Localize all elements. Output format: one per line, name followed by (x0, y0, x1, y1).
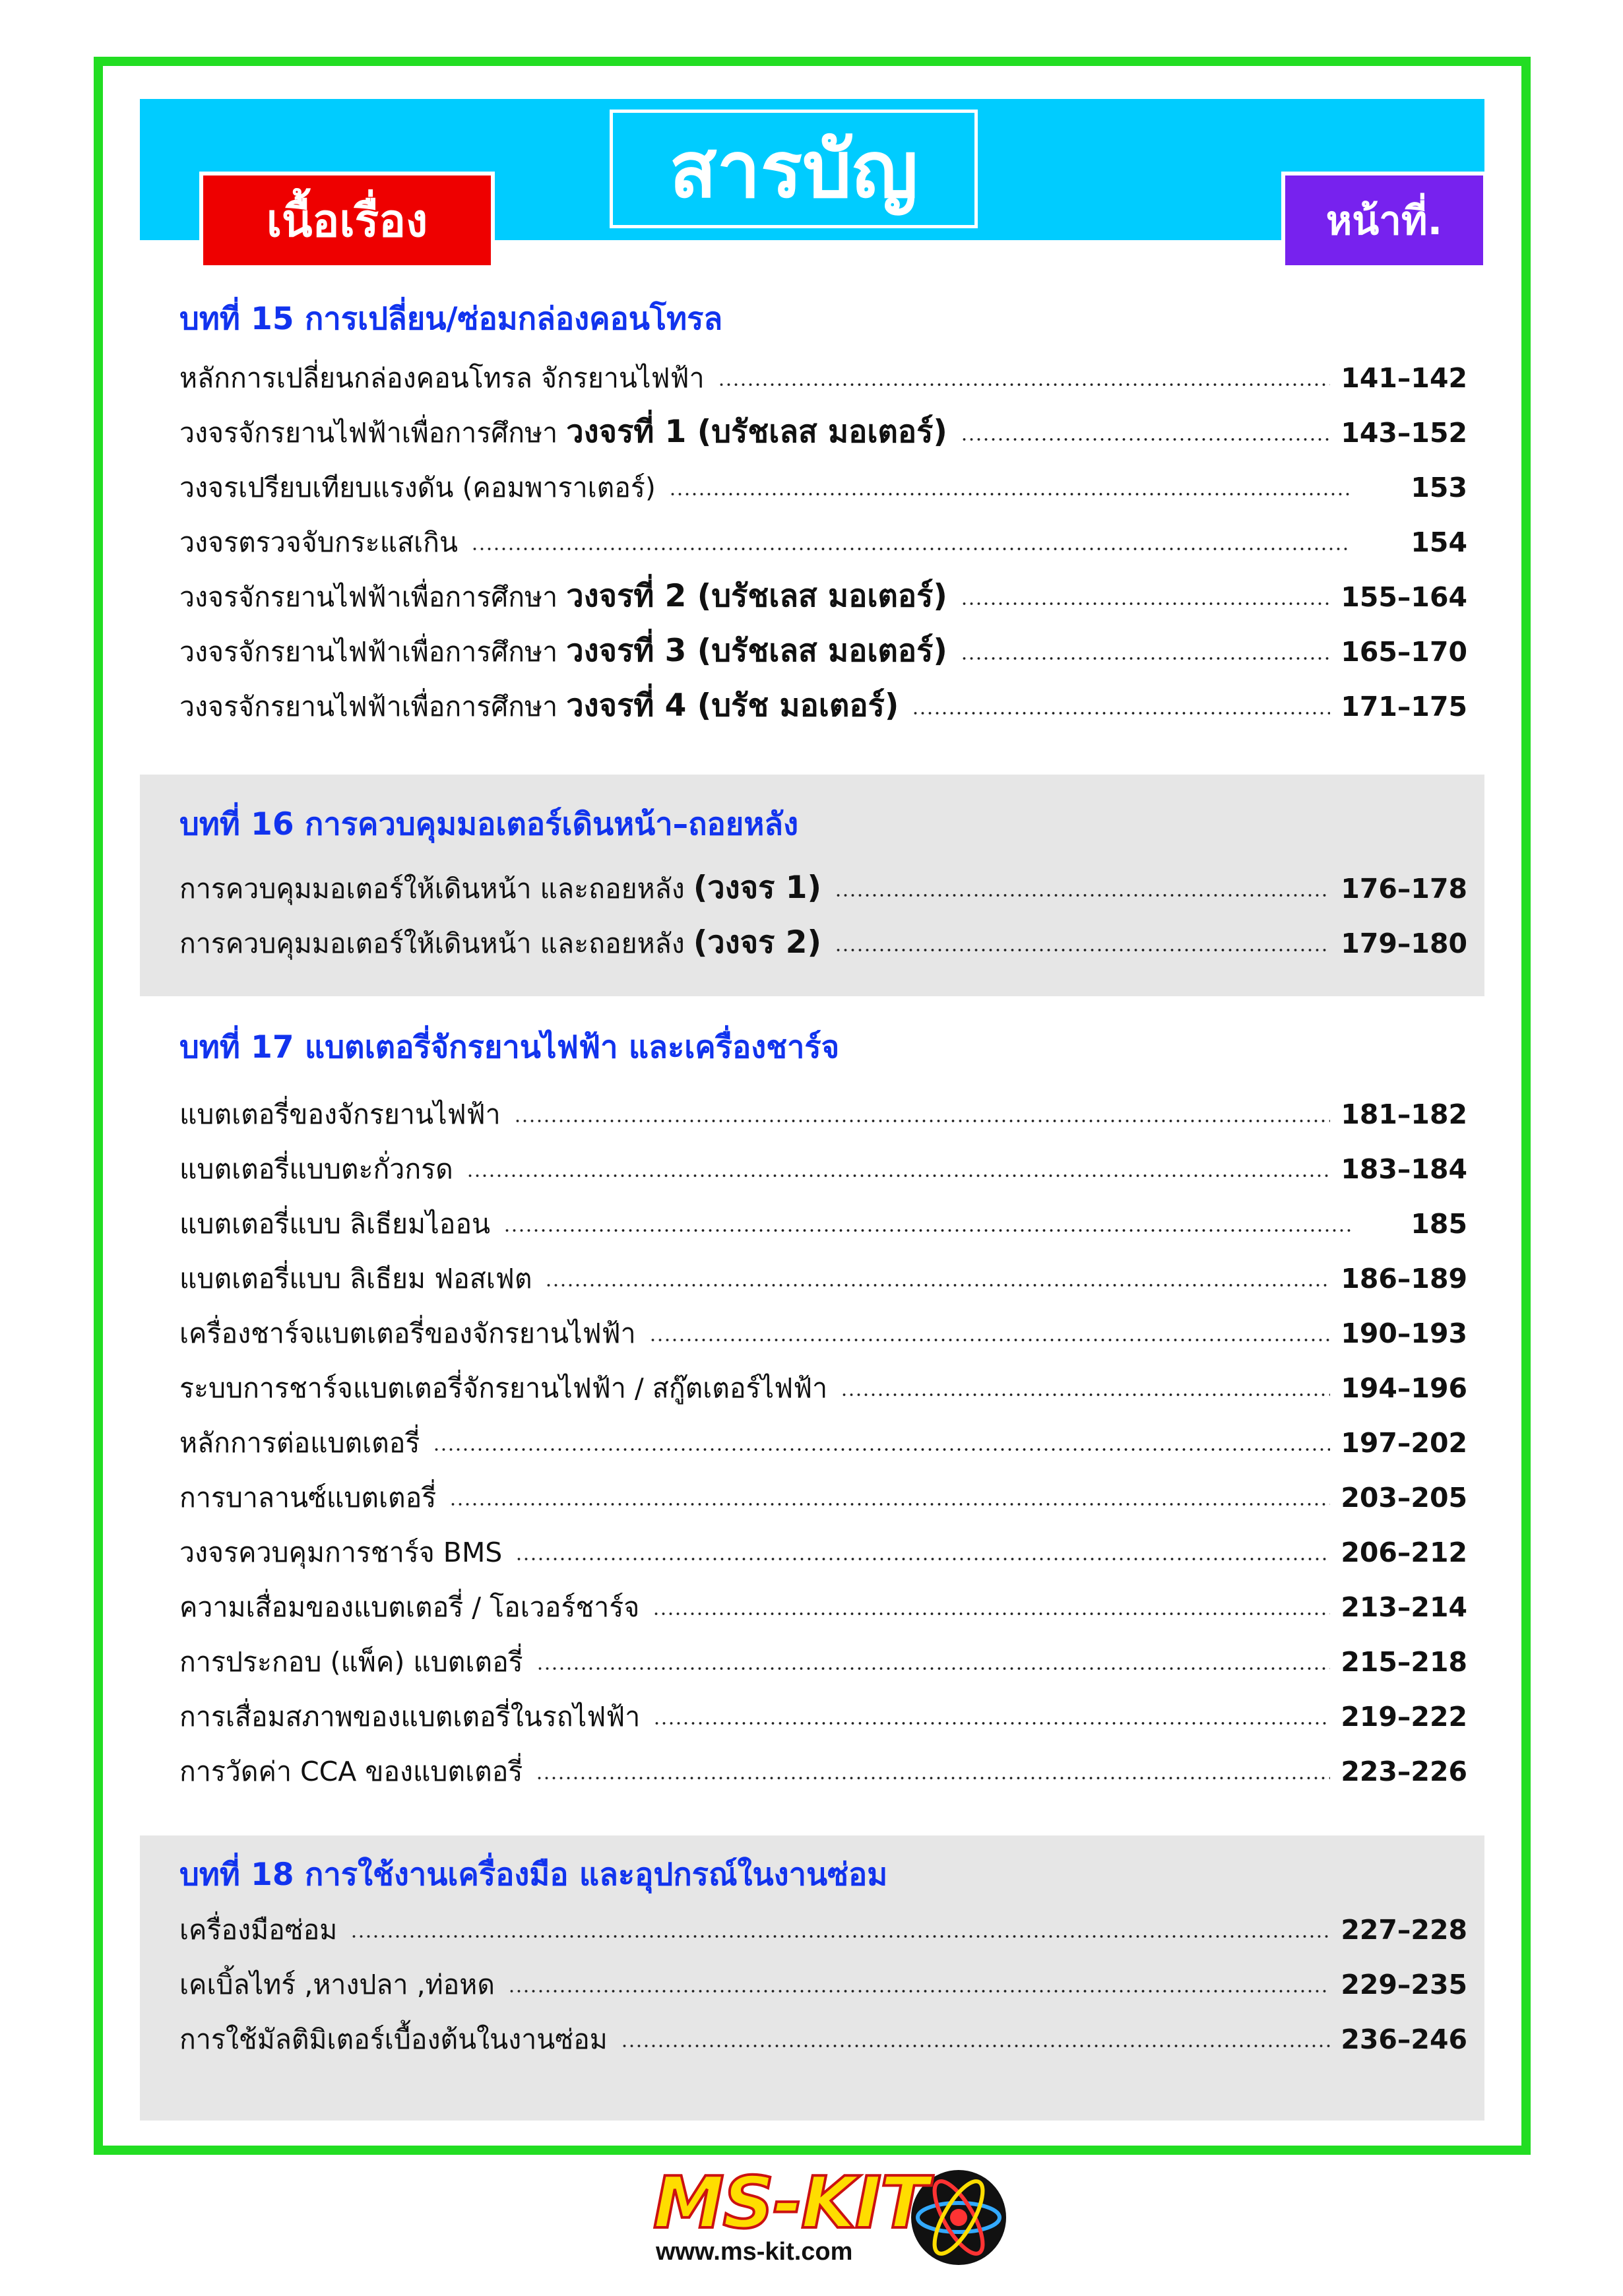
page-range: 181–182 (1341, 1099, 1467, 1130)
dot-leader (653, 1721, 1330, 1726)
page-range: 206–212 (1341, 1537, 1467, 1568)
page-range: 141–142 (1341, 362, 1467, 394)
page-range: 194–196 (1341, 1372, 1467, 1404)
dot-leader (669, 492, 1351, 497)
page-range: 171–175 (1341, 691, 1467, 722)
chapter-heading: บทที่ 15 การเปลี่ยน/ซ่อมกล่องคอนโทรล (179, 301, 723, 337)
ms-kit-logo[interactable] (653, 2162, 1009, 2278)
dot-leader (835, 947, 1330, 953)
dot-leader (835, 893, 1330, 898)
dot-leader (912, 711, 1330, 716)
content-panel (140, 99, 1484, 2121)
dot-leader (471, 546, 1351, 552)
page-range: 176–178 (1341, 873, 1467, 905)
toc-row[interactable]: หลักการต่อแบตเตอรี่ 197–202 (179, 1421, 1467, 1463)
toc-row[interactable]: แบตเตอรี่แบบ ลิเธียม ฟอสเฟต 186–189 (179, 1257, 1467, 1299)
dot-leader (652, 1611, 1330, 1616)
toc-row[interactable]: เครื่องชาร์จแบตเตอรี่ของจักรยานไฟฟ้า 190–193 (179, 1312, 1467, 1354)
dot-leader (508, 1989, 1330, 1994)
toc-row[interactable]: การใช้มัลติมิเตอร์เบื้องต้นในงานซ่อม 236–246 (179, 2018, 1467, 2060)
chapter-17-section (140, 996, 1484, 1927)
topic-column-label: เนื้อเรื่อง (199, 172, 495, 269)
page-range: 154 (1411, 526, 1467, 558)
toc-row[interactable]: วงจรจักรยานไฟฟ้าเพื่อการศึกษา วงจรที่ 4 (บรัช มอเตอร์) 171–175 (179, 685, 1467, 727)
page-range: 179–180 (1341, 928, 1467, 959)
toc-row[interactable]: การบาลานซ์แบตเตอรี่ 203–205 (179, 1476, 1467, 1518)
page-range: 190–193 (1341, 1318, 1467, 1349)
dot-leader (515, 1556, 1330, 1562)
page-range: 213–214 (1341, 1591, 1467, 1623)
toc-row[interactable]: วงจรจักรยานไฟฟ้าเพื่อการศึกษา วงจรที่ 1 (บรัชเลส มอเตอร์) 143–152 (179, 411, 1467, 453)
page-range: 143–152 (1341, 417, 1467, 449)
chapter-heading: บทที่ 18 การใช้งานเครื่องมือ และอุปกรณ์ในงานซ่อม (179, 1857, 888, 1893)
toc-row[interactable]: หลักการเปลี่ยนกล่องคอนโทรล จักรยานไฟฟ้า 141–142 (179, 356, 1467, 399)
chapter-16-section (140, 775, 1484, 996)
toc-row[interactable]: ความเสื่อมของแบตเตอรี่ / โอเวอร์ชาร์จ 213–214 (179, 1585, 1467, 1628)
toc-row[interactable]: แบตเตอรี่ของจักรยานไฟฟ้า 181–182 (179, 1093, 1467, 1135)
toc-row[interactable]: วงจรตรวจจับกระแสเกิน 154 (179, 521, 1467, 563)
page-range: 186–189 (1341, 1263, 1467, 1294)
page-range: 155–164 (1341, 581, 1467, 613)
dot-leader (536, 1775, 1330, 1781)
dot-leader (503, 1228, 1351, 1233)
toc-row[interactable]: วงจรจักรยานไฟฟ้าเพื่อการศึกษา วงจรที่ 2 (บรัชเลส มอเตอร์) 155–164 (179, 575, 1467, 618)
chapter-heading: บทที่ 17 แบตเตอรี่จักรยานไฟฟ้า และเครื่องชาร์จ (179, 1029, 840, 1066)
logo-text: MS-KIT (653, 2162, 928, 2245)
dot-leader (649, 1337, 1331, 1343)
dot-leader (961, 437, 1330, 442)
dot-leader (718, 382, 1331, 387)
toc-row[interactable]: ระบบการชาร์จแบตเตอรี่จักรยานไฟฟ้า / สกู๊ตเตอร์ไฟฟ้า 194–196 (179, 1366, 1467, 1409)
toc-row[interactable]: การควบคุมมอเตอร์ให้เดินหน้า และถอยหลัง (วงจร 1) 176–178 (179, 867, 1467, 909)
chapter-18-section (140, 1835, 1484, 2121)
page-range: 219–222 (1341, 1701, 1467, 1733)
website-url[interactable]: www.ms-kit.com (656, 2238, 853, 2266)
dot-leader (433, 1447, 1330, 1452)
dot-leader (621, 2043, 1331, 2049)
dot-leader (449, 1502, 1330, 1507)
toc-row[interactable]: การเสื่อมสภาพของแบตเตอรี่ในรถไฟฟ้า 219–222 (179, 1695, 1467, 1737)
page-range: 183–184 (1341, 1153, 1467, 1185)
page-range: 236–246 (1341, 2024, 1467, 2055)
toc-row[interactable]: แบตเตอรี่แบบตะกั่วกรด 183–184 (179, 1147, 1467, 1190)
page-range: 215–218 (1341, 1646, 1467, 1678)
toc-row[interactable]: วงจรจักรยานไฟฟ้าเพื่อการศึกษา วงจรที่ 3 (บรัชเลส มอเตอร์) 165–170 (179, 630, 1467, 672)
page-frame (94, 57, 1531, 2155)
page-range: 203–205 (1341, 1482, 1467, 1514)
page-range: 153 (1411, 472, 1467, 503)
dot-leader (841, 1392, 1330, 1397)
toc-row[interactable]: เคเบิ้ลไทร์ ,หางปลา ,ท่อหด 229–235 (179, 1963, 1467, 2005)
page-range: 185 (1411, 1208, 1467, 1240)
toc-row[interactable]: การควบคุมมอเตอร์ให้เดินหน้า และถอยหลัง (วงจร 2) 179–180 (179, 922, 1467, 964)
toc-row[interactable]: วงจรควบคุมการชาร์จ BMS 206–212 (179, 1531, 1467, 1573)
dot-leader (466, 1173, 1331, 1178)
page-range: 197–202 (1341, 1427, 1467, 1459)
page-range: 227–228 (1341, 1914, 1467, 1946)
toc-row[interactable]: แบตเตอรี่แบบ ลิเธียมไออน 185 (179, 1202, 1467, 1244)
chapter-heading: บทที่ 16 การควบคุมมอเตอร์เดินหน้า–ถอยหลัง (179, 806, 799, 843)
page-range: 229–235 (1341, 1969, 1467, 2000)
toc-row[interactable]: เครื่องมือซ่อม 227–228 (179, 1908, 1467, 1950)
toc-row[interactable]: การวัดค่า CCA ของแบตเตอรี่ 223–226 (179, 1750, 1467, 1792)
page-range: 223–226 (1341, 1756, 1467, 1787)
toc-row[interactable]: วงจรเปรียบเทียบแรงดัน (คอมพาราเตอร์) 153 (179, 466, 1467, 508)
dot-leader (536, 1666, 1331, 1671)
toc-row[interactable]: การประกอบ (แพ็ค) แบตเตอรี่ 215–218 (179, 1640, 1467, 1682)
page-title: สารบัญ (610, 110, 978, 228)
page-range: 165–170 (1341, 636, 1467, 668)
dot-leader (514, 1118, 1331, 1124)
dot-leader (545, 1283, 1330, 1288)
page-column-label: หน้าที่. (1281, 172, 1487, 269)
dot-leader (961, 656, 1330, 661)
dot-leader (350, 1934, 1330, 1939)
dot-leader (961, 601, 1330, 606)
